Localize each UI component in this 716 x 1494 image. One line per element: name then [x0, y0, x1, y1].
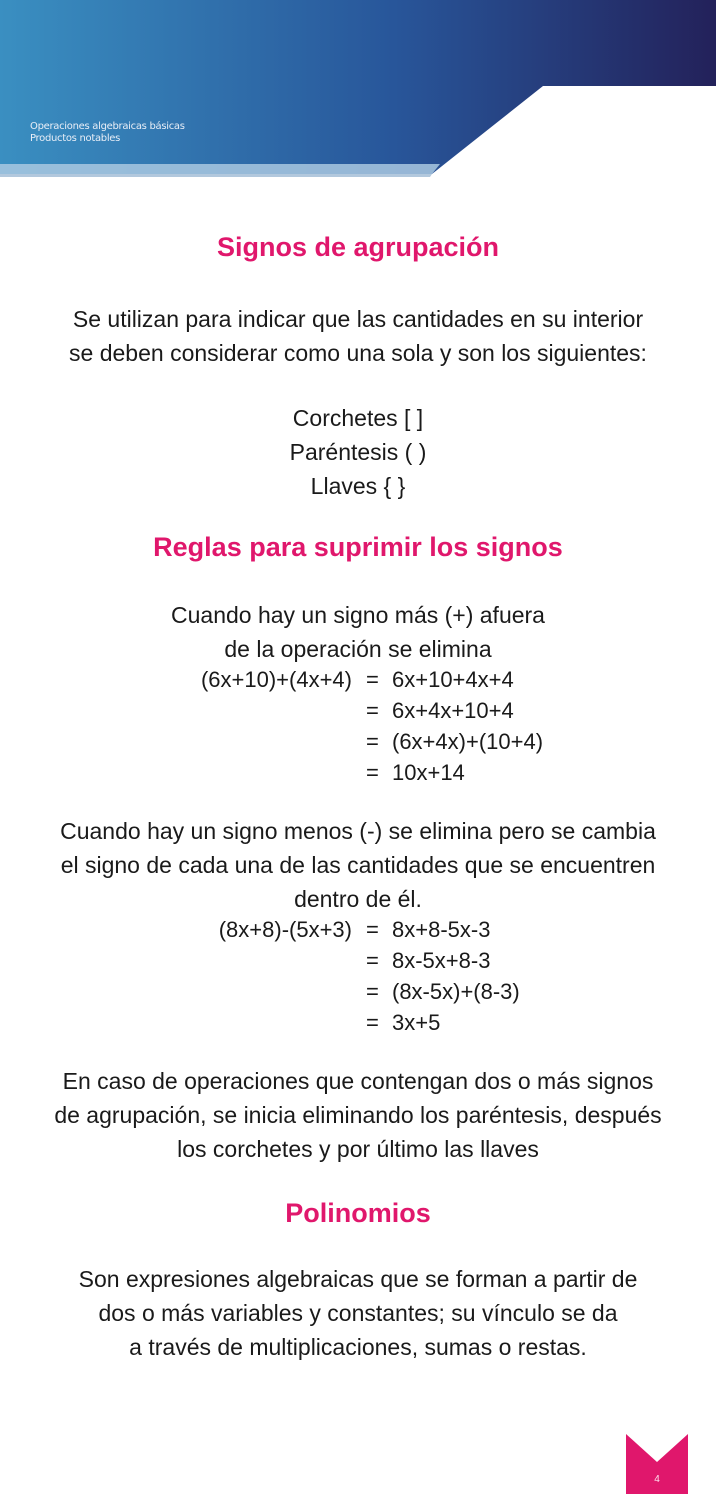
equals-sign: = — [366, 948, 379, 973]
heading-polinomios: Polinomios — [285, 1198, 431, 1228]
list-item-corchetes: Corchetes [ ] — [292, 405, 424, 431]
page-number: 4 — [654, 1474, 660, 1485]
text-line: dos o más variables y constantes; su vínculo se da — [98, 1300, 618, 1326]
text-line: Son expresiones algebraicas que se forman a partir de — [78, 1266, 638, 1292]
text-line: Cuando hay un signo más (+) afuera — [171, 602, 545, 628]
list-item-parentesis: Paréntesis ( ) — [289, 439, 427, 465]
equation-lhs: (8x+8)-(5x+3) — [218, 917, 352, 942]
heading-signos-agrupacion: Signos de agrupación — [216, 232, 500, 262]
text-line: a través de multiplicaciones, sumas o restas. — [129, 1334, 587, 1360]
equals-sign: = — [366, 698, 379, 723]
breadcrumb-section: Operaciones algebraicas básicas — [30, 121, 185, 132]
paragraph-rule-minus — [20, 814, 696, 916]
equals-sign: = — [366, 729, 379, 754]
equals-sign: = — [366, 917, 379, 942]
header-banner — [0, 0, 716, 180]
badge-m-shape — [626, 1434, 688, 1494]
paragraph-multiple-signs — [20, 1064, 696, 1166]
paragraph-signos-intro — [20, 302, 696, 370]
equals-sign: = — [366, 667, 379, 692]
text-line: de la operación se elimina — [224, 636, 492, 662]
grouping-signs-list — [20, 401, 696, 503]
equation-step: 6x+10+4x+4 — [392, 667, 514, 692]
text-line: Se utilizan para indicar que las cantidades en su interior — [72, 306, 644, 332]
equation-step: 8x-5x+8-3 — [392, 948, 491, 973]
text-line: de agrupación, se inicia eliminando los paréntesis, después — [54, 1102, 662, 1128]
paragraph-polinomios — [20, 1262, 696, 1364]
text-line: los corchetes y por último las llaves — [177, 1136, 539, 1162]
paragraph-rule-plus — [20, 598, 696, 666]
equation-step: (6x+4x)+(10+4) — [392, 729, 544, 754]
text-line: En caso de operaciones que contengan dos o más signos — [62, 1068, 654, 1094]
text-line: dentro de él. — [294, 886, 422, 912]
equation-step: (8x-5x)+(8-3) — [392, 979, 520, 1004]
breadcrumb — [30, 121, 185, 145]
equation-lhs: (6x+10)+(4x+4) — [200, 667, 352, 692]
breadcrumb-subsection: Productos notables — [30, 133, 121, 144]
equals-sign: = — [366, 1010, 379, 1035]
equation-step: 6x+4x+10+4 — [392, 698, 514, 723]
equals-sign: = — [366, 760, 379, 785]
heading-reglas-suprimir: Reglas para suprimir los signos — [153, 532, 563, 562]
text-line: se deben considerar como una sola y son los siguientes: — [69, 340, 647, 366]
list-item-llaves: Llaves { } — [310, 473, 406, 499]
equation-step: 10x+14 — [392, 760, 465, 785]
page-number-badge — [626, 1434, 688, 1494]
text-line: el signo de cada una de las cantidades que se encuentren — [60, 852, 656, 878]
equation-step: 3x+5 — [392, 1010, 441, 1035]
text-line: Cuando hay un signo menos (-) se elimina pero se cambia — [60, 818, 656, 844]
equation-step: 8x+8-5x-3 — [392, 917, 491, 942]
header-background — [0, 0, 716, 180]
equals-sign: = — [366, 979, 379, 1004]
